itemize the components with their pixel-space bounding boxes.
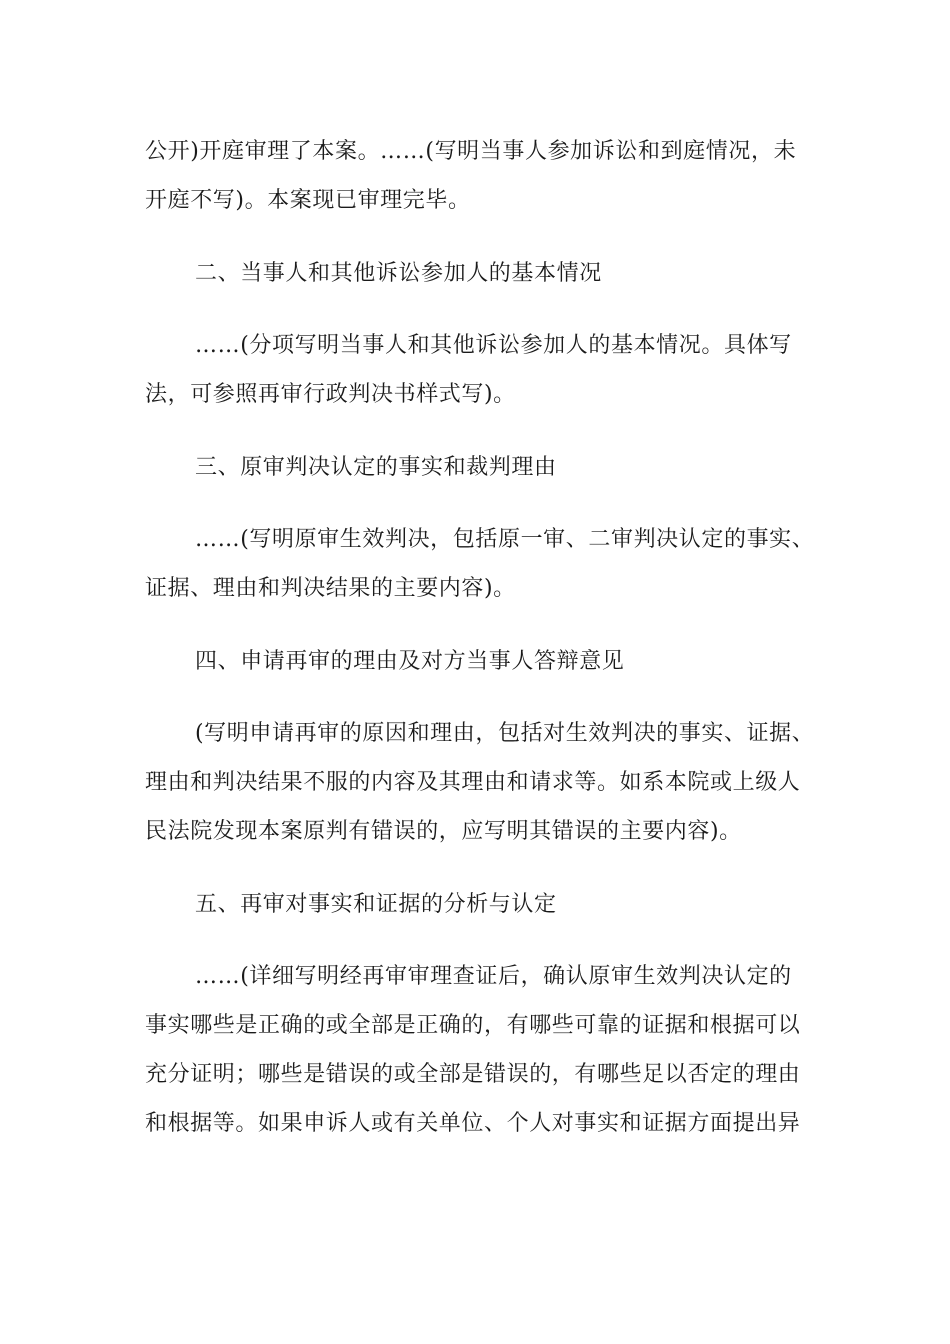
paragraph-line: 和根据等。如果申诉人或有关单位、个人对事实和证据方面提出异 bbox=[145, 1111, 801, 1136]
paragraph-line: ……(写明原审生效判决，包括原一审、二审判决认定的事实、 bbox=[195, 527, 815, 552]
paragraph-line: 开庭不写)。本案现已审理完毕。 bbox=[145, 188, 471, 213]
paragraph-line: 法，可参照再审行政判决书样式写)。 bbox=[145, 382, 516, 407]
paragraph-line: ……(详细写明经再审审理查证后，确认原审生效判决认定的 bbox=[195, 964, 792, 989]
paragraph-line: 证据、理由和判决结果的主要内容)。 bbox=[145, 576, 516, 601]
section-heading-2: 二、当事人和其他诉讼参加人的基本情况 bbox=[195, 261, 602, 286]
paragraph-line: ……(分项写明当事人和其他诉讼参加人的基本情况。具体写 bbox=[195, 333, 792, 358]
section-heading-5: 五、再审对事实和证据的分析与认定 bbox=[195, 892, 557, 917]
paragraph-line: 公开)开庭审理了本案。……(写明当事人参加诉讼和到庭情况，未 bbox=[145, 139, 797, 164]
paragraph-line: 事实哪些是正确的或全部是正确的，有哪些可靠的证据和根据可以 bbox=[145, 1013, 801, 1038]
section-heading-4: 四、申请再审的理由及对方当事人答辩意见 bbox=[195, 649, 625, 674]
paragraph-line: (写明申请再审的原因和理由，包括对生效判决的事实、证据、 bbox=[195, 721, 815, 746]
paragraph-line: 理由和判决结果不服的内容及其理由和请求等。如系本院或上级人 bbox=[145, 770, 801, 795]
section-heading-3: 三、原审判决认定的事实和裁判理由 bbox=[195, 455, 557, 480]
paragraph-line: 民法院发现本案原判有错误的，应写明其错误的主要内容)。 bbox=[145, 819, 742, 844]
paragraph-line: 充分证明；哪些是错误的或全部是错误的，有哪些足以否定的理由 bbox=[145, 1062, 801, 1087]
